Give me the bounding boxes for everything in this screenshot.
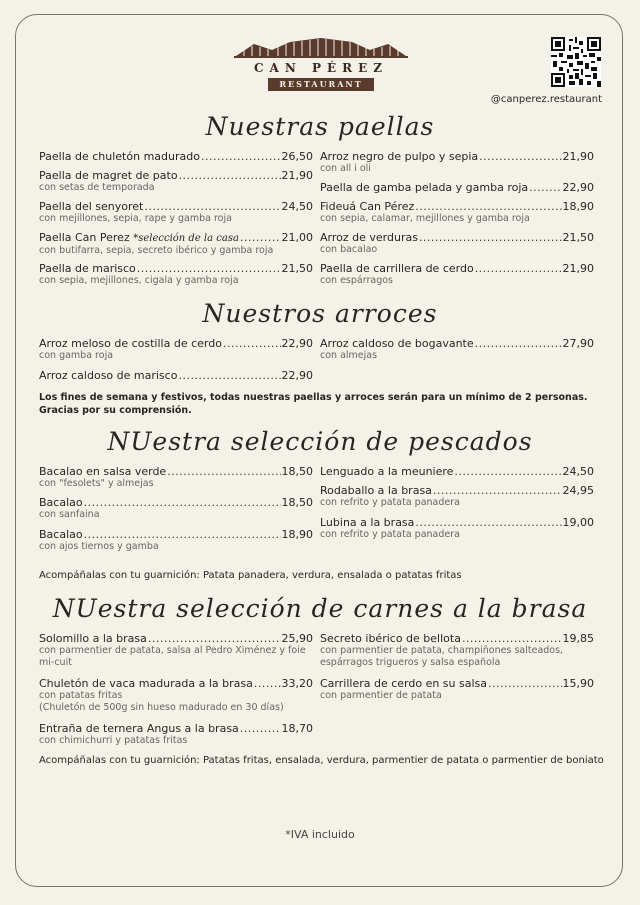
item-price: 22,90 xyxy=(281,337,313,350)
item-description: con parmentier de patata xyxy=(320,690,442,701)
item-description: con setas de temporada xyxy=(39,182,155,193)
item-name: Lubina a la brasa xyxy=(320,516,415,529)
menu-item xyxy=(39,169,313,194)
instagram-handle[interactable]: @canperez.restaurant xyxy=(490,94,602,105)
header xyxy=(0,0,640,110)
item-name: Bacalao en salsa verde xyxy=(39,465,167,478)
item-price: 19,85 xyxy=(562,632,594,645)
item-name: Chuletón de vaca madurada a la brasa xyxy=(39,677,253,690)
item-price: 18,50 xyxy=(281,496,313,509)
menu-item xyxy=(39,722,313,747)
menu-item xyxy=(320,465,594,478)
item-description: con gamba roja xyxy=(39,350,114,361)
item-name: Paella del senyoret xyxy=(39,200,144,213)
item-description: con chimichurri y patatas fritas xyxy=(39,735,188,746)
item-price: 15,90 xyxy=(562,677,594,690)
menu-item xyxy=(39,150,313,163)
fish-garnish-note: Acompáñalas con tu guarnición: Patata panadera, verdura, ensalada o patatas fritas xyxy=(39,570,462,581)
menu-item xyxy=(39,200,313,225)
section-title-pescados: NUestra selección de pescados xyxy=(107,427,533,456)
item-price: 24,50 xyxy=(562,465,594,478)
meat-garnish-note: Acompáñalas con tu guarnición: Patatas fritas, ensalada, verdura, parmentier de patata o parmentier de boniato xyxy=(39,755,604,766)
item-description: con refrito y patata panadera xyxy=(320,529,460,540)
menu-item xyxy=(39,632,313,669)
item-price: 24,95 xyxy=(562,484,594,497)
item-name: Paella de gamba pelada y gamba roja xyxy=(320,181,529,194)
item-description-note: (Chuletón de 500g sin hueso madurado en 30 días) xyxy=(39,702,284,713)
item-price: 21,50 xyxy=(281,262,313,275)
brand-ribbon: RESTAURANT xyxy=(268,78,374,91)
menu-item xyxy=(39,369,313,382)
item-price: 18,90 xyxy=(562,200,594,213)
item-name: Secreto ibérico de bellota xyxy=(320,632,461,645)
item-description: con sepia, calamar, mejillones y gamba roja xyxy=(320,213,530,224)
item-name: Arroz negro de pulpo y sepia xyxy=(320,150,479,163)
item-description: con sanfaina xyxy=(39,509,100,520)
item-name: Bacalao xyxy=(39,496,83,509)
menu-item xyxy=(39,262,313,287)
item-name: Arroz de verduras xyxy=(320,231,418,244)
menu-item xyxy=(39,465,313,490)
item-description: con butifarra, sepia, secreto ibérico y gamba roja xyxy=(39,245,274,256)
item-name: Paella Can Perez xyxy=(39,231,130,244)
menu-item xyxy=(320,632,594,669)
menu-item xyxy=(320,231,594,256)
item-price: 18,70 xyxy=(281,722,313,735)
menu-item xyxy=(320,484,594,509)
item-description: con all i oli xyxy=(320,163,371,174)
qr-code-icon[interactable] xyxy=(551,37,601,87)
item-description: con mejillones, sepia, rape y gamba roja xyxy=(39,213,232,224)
item-name: Paella de marisco xyxy=(39,262,136,275)
item-price: 21,00 xyxy=(281,231,313,244)
item-price: 21,50 xyxy=(562,231,594,244)
section-title-arroces: Nuestros arroces xyxy=(202,299,438,328)
menu-item xyxy=(320,200,594,225)
item-price: 21,90 xyxy=(281,169,313,182)
item-description: con bacalao xyxy=(320,244,378,255)
item-price: 24,50 xyxy=(281,200,313,213)
item-name: Solomillo a la brasa xyxy=(39,632,147,645)
item-description: con "fesolets" y almejas xyxy=(39,478,154,489)
item-price: 33,20 xyxy=(281,677,313,690)
menu-item xyxy=(320,677,594,702)
item-name: Arroz meloso de costilla de cerdo xyxy=(39,337,222,350)
menu-item xyxy=(39,496,313,521)
item-description: con refrito y patata panadera xyxy=(320,497,460,508)
item-name: Lenguado a la meuniere xyxy=(320,465,454,478)
item-name: Arroz caldoso de bogavante xyxy=(320,337,474,350)
item-description: con patatas fritas xyxy=(39,690,123,701)
menu-item xyxy=(39,231,313,257)
item-price: 22,90 xyxy=(281,369,313,382)
menu-item xyxy=(39,528,313,553)
item-price: 25,90 xyxy=(281,632,313,645)
menu-item xyxy=(320,150,594,175)
item-name: Paella de magret de pato xyxy=(39,169,178,182)
minimum-persons-note: Los fines de semana y festivos, todas nuestras paellas y arroces serán para un mínimo de 2 personas. Gracias por su comprensión. xyxy=(39,392,588,416)
item-price: 19,00 xyxy=(562,516,594,529)
menu-item xyxy=(320,262,594,287)
item-description: con parmentier de patata, champiñones salteados, espárragos trigueros y salsa española xyxy=(320,645,564,668)
item-description: con almejas xyxy=(320,350,378,361)
item-name: Arroz caldoso de marisco xyxy=(39,369,178,382)
menu-item xyxy=(320,516,594,541)
menu-item xyxy=(320,337,594,362)
item-price: 18,50 xyxy=(281,465,313,478)
menu-item xyxy=(39,677,313,714)
item-description: con sepia, mejillones, cigala y gamba roja xyxy=(39,275,239,286)
item-price: 27,90 xyxy=(562,337,594,350)
item-description: con espárragos xyxy=(320,275,393,286)
menu-item xyxy=(320,181,594,194)
item-price: 22,90 xyxy=(562,181,594,194)
brand-name: CAN PÉREZ xyxy=(253,61,389,75)
item-price: 26,50 xyxy=(281,150,313,163)
menu-item xyxy=(39,337,313,362)
item-price: 21,90 xyxy=(562,262,594,275)
item-name: Paella de chuletón madurado xyxy=(39,150,200,163)
item-name: Fideuá Can Pérez xyxy=(320,200,415,213)
item-price: 18,90 xyxy=(281,528,313,541)
item-description: con parmentier de patata, salsa al Pedro Ximénez y foie mi-cuit xyxy=(39,645,306,668)
section-title-carnes: NUestra selección de carnes a la brasa xyxy=(52,594,588,623)
item-name: Paella de carrillera de cerdo xyxy=(320,262,474,275)
item-name: Bacalao xyxy=(39,528,83,541)
item-name: Carrillera de cerdo en su salsa xyxy=(320,677,488,690)
item-price: 21,90 xyxy=(562,150,594,163)
item-description: con ajos tiernos y gamba xyxy=(39,541,159,552)
iva-note: *IVA incluido xyxy=(285,828,355,841)
item-name: Entraña de ternera Angus a la brasa xyxy=(39,722,239,735)
item-name: Rodaballo a la brasa xyxy=(320,484,432,497)
section-title-paellas: Nuestras paellas xyxy=(205,112,435,141)
house-selection-tag: *selección de la casa xyxy=(133,233,239,244)
